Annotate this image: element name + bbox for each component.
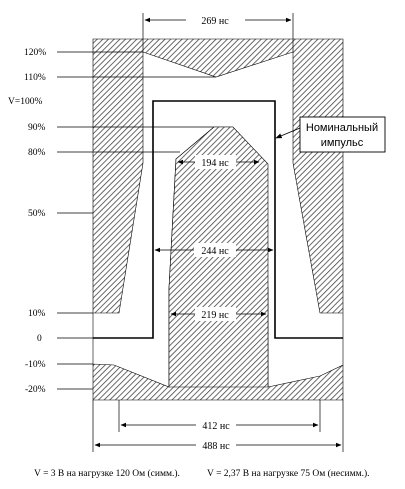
y-axis-labels	[8, 48, 46, 395]
callout-line1: Номинальный	[305, 122, 379, 134]
dim-bottom1-label: 412 нс	[202, 421, 230, 432]
dim-inner-low-label: 219 нс	[201, 310, 229, 321]
label-80: 80%	[28, 148, 46, 158]
dim-bottom2-label: 488 нс	[202, 441, 230, 452]
nominal-pulse-callout	[276, 117, 385, 152]
label-10: 10%	[28, 309, 46, 319]
label-minus10: -10%	[25, 360, 46, 370]
label-90: 90%	[28, 123, 46, 133]
label-110: 110%	[24, 73, 46, 83]
dim-top-label: 269 нс	[201, 16, 229, 27]
caption-left: V = 3 В на нагрузке 120 Ом (симм.).	[34, 469, 180, 479]
label-0: 0	[37, 334, 42, 344]
dim-mid-label: 244 нс	[201, 246, 229, 257]
label-minus20: -20%	[25, 385, 46, 395]
caption-right: V = 2,37 В на нагрузке 75 Ом (несимм.).	[207, 469, 370, 479]
dim-inner-top-label: 194 нс	[201, 158, 229, 169]
label-50: 50%	[28, 209, 46, 219]
label-120: 120%	[24, 48, 47, 58]
callout-line2: импульс	[320, 137, 364, 149]
dimension-bottom1	[119, 400, 320, 432]
label-100: V=100%	[8, 97, 43, 107]
